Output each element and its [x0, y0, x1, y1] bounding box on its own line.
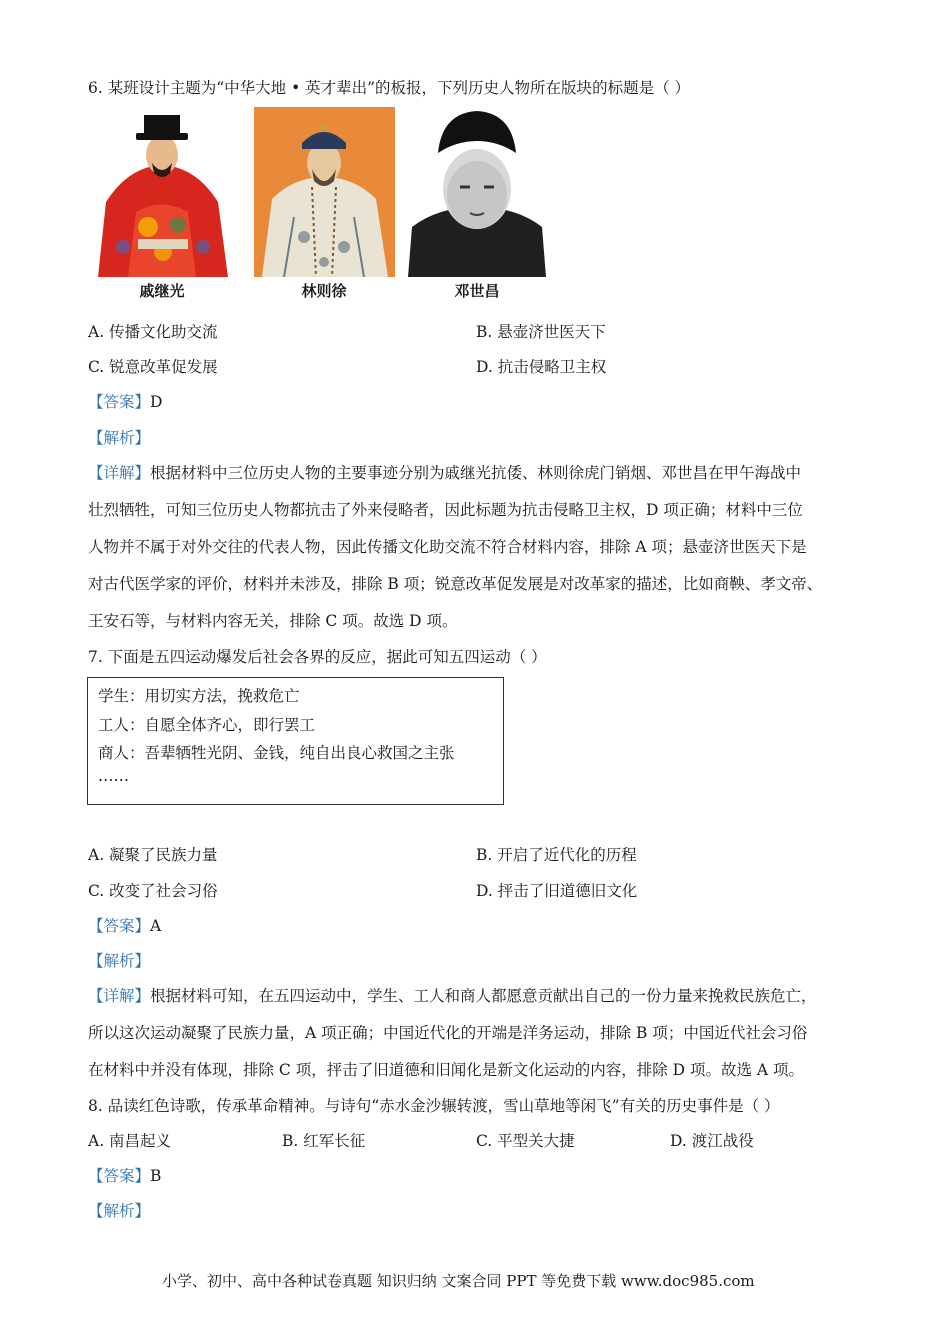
question-8-stem: 8. 品读红色诗歌，传承革命精神。与诗句“赤水金沙辗转渡，雪山草地等闲飞”有关的历史事件是（ ） — [88, 1097, 780, 1115]
detail-tag: 【详解】 — [88, 987, 151, 1005]
question-7-stem: 7. 下面是五四运动爆发后社会各界的反应，据此可知五四运动（ ） — [88, 648, 547, 666]
q7-answer — [88, 914, 161, 936]
answer-value: D — [150, 393, 163, 411]
detail-text: 根据材料中三位历史人物的主要事迹分别为戚继光抗倭、林则徐虎门销烟、邓世昌在甲午海战中 — [150, 464, 802, 482]
q7-analysis-tag — [88, 949, 150, 971]
q6-option-c: C. 锐意改革促发展 — [88, 358, 218, 376]
q6-detail-line-1 — [88, 461, 873, 483]
page-footer: 小学、初中、高中各种试卷真题 知识归纳 文案合同 PPT 等免费下载 www.doc985.com — [162, 1272, 755, 1290]
q6-detail-line-4: 对古代医学家的评价，材料并未涉及，排除 B 项；锐意改革促发展是对改革家的描述，比如商鞅、孝文帝、 — [88, 575, 823, 593]
material-line-workers: 工人：自愿全体齐心，即行罢工 — [98, 716, 316, 734]
answer-tag: 【答案】 — [88, 917, 151, 935]
q6-answer — [88, 390, 162, 412]
material-line-students: 学生：用切实方法，挽救危亡 — [98, 687, 300, 705]
q6-detail-line-5: 王安石等，与材料内容无关，排除 C 项。故选 D 项。 — [88, 612, 458, 630]
portrait-qi-jiguang — [88, 107, 236, 281]
analysis-tag: 【解析】 — [88, 429, 151, 447]
q7-option-a: A. 凝聚了民族力量 — [88, 846, 218, 864]
caption-lin-zexu: 林则徐 — [301, 282, 347, 300]
q7-detail-line-3: 在材料中并没有体现，排除 C 项，抨击了旧道德和旧闻化是新文化运动的内容，排除 D 项。故选 A 项。 — [88, 1061, 805, 1079]
material-line-ellipsis: …… — [98, 767, 129, 785]
q6-detail-line-2: 壮烈牺牲，可知三位历史人物都抗击了外来侵略者，因此标题为抗击侵略卫主权，D 项正确；材料中三位 — [88, 501, 803, 519]
q6-option-d: D. 抗击侵略卫主权 — [476, 358, 607, 376]
analysis-tag: 【解析】 — [88, 1202, 151, 1220]
q6-detail-line-3: 人物并不属于对外交往的代表人物，因此传播文化助交流不符合材料内容，排除 A 项；悬壶济世医天下是 — [88, 538, 807, 556]
q7-detail-line-1 — [88, 984, 873, 1006]
q7-material-box — [87, 677, 504, 805]
q8-option-c: C. 平型关大捷 — [476, 1132, 575, 1150]
q7-option-d: D. 抨击了旧道德旧文化 — [476, 882, 638, 900]
answer-tag: 【答案】 — [88, 393, 151, 411]
answer-value: B — [150, 1167, 162, 1185]
q7-detail-line-2: 所以这次运动凝聚了民族力量，A 项正确；中国近代化的开端是洋务运动，排除 B 项；中国近代社会习俗 — [88, 1024, 808, 1042]
q7-option-c: C. 改变了社会习俗 — [88, 882, 218, 900]
portrait-lin-zexu — [254, 107, 395, 281]
q6-analysis-tag — [88, 426, 150, 448]
caption-deng-shichang: 邓世昌 — [454, 282, 500, 300]
answer-tag: 【答案】 — [88, 1167, 151, 1185]
caption-qi-jiguang: 戚继光 — [139, 282, 185, 300]
q8-analysis-tag — [88, 1199, 150, 1221]
material-line-merchants: 商人：吾辈牺牲光阴、金钱，纯自出良心救国之主张 — [98, 744, 455, 762]
q8-answer — [88, 1164, 161, 1186]
q6-option-b: B. 悬壶济世医天下 — [476, 323, 606, 341]
detail-tag: 【详解】 — [88, 464, 151, 482]
question-6-stem: 6. 某班设计主题为“中华大地 • 英才辈出”的板报，下列历史人物所在版块的标题是（ ） — [88, 79, 690, 97]
q8-option-a: A. 南昌起义 — [88, 1132, 172, 1150]
q8-option-b: B. 红军长征 — [282, 1132, 366, 1150]
q7-option-b: B. 开启了近代化的历程 — [476, 846, 637, 864]
portrait-deng-shichang — [408, 107, 546, 281]
answer-value: A — [150, 917, 162, 935]
q6-option-a: A. 传播文化助交流 — [88, 323, 218, 341]
analysis-tag: 【解析】 — [88, 952, 151, 970]
detail-text: 根据材料可知，在五四运动中，学生、工人和商人都愿意贡献出自己的一份力量来挽救民族危亡， — [150, 987, 817, 1005]
q8-option-d: D. 渡江战役 — [670, 1132, 754, 1150]
